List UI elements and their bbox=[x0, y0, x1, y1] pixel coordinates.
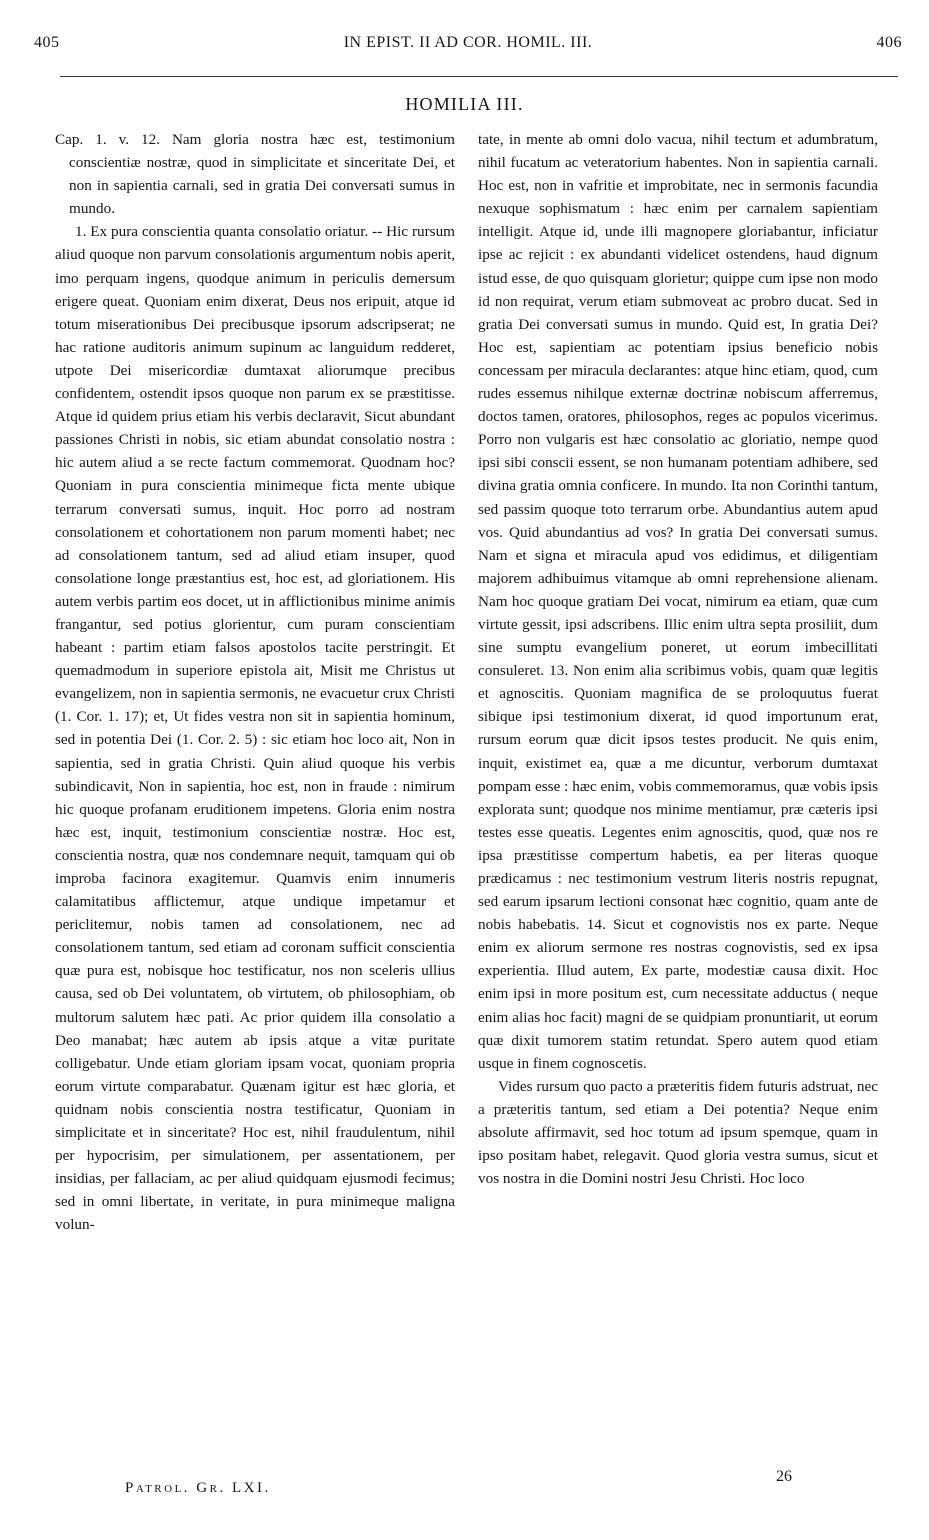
commentary-paragraph: 1. Ex pura conscientia quanta consolatio oriatur. -- Hic rursum aliud quoque non parvum consolationis argumentum nobis aperit, imo perquam ingens, quodque animum in periculis demersum erigere queat. Quoniam enim dixerat, Deus nos eripuit, atque id totum miserationibus Dei precibusque ipsorum adscripserat; ne hac ratione auditoris animum supinum ac languidum redderet, utpote Dei misericordiæ dumtaxat aliorumque precibus confidentem, ostendit ipsos quoque non parum ex se præstitisse. Atque id quidem prius etiam his verbis declaravit, Sicut abundant passiones Christi in nobis, sic etiam abundat consolatio nostra : hic autem aliud a se recte factum commemorat. Quodnam hoc? Quoniam in pura conscientia minimeque ficta mente ubique terrarum conversati sumus, inquit. Hoc porro ad nostram consolationem et cohortationem non parum momenti habet; nec ad consolationem tantum, sed ad aliud etiam insuper, quod consolatione longe præstantius est, hoc est, ad gloriationem. His autem verbis partim eos docet, ut in afflictionibus minime animis frangantur, sed potius glorientur, cum puram conscientiam habeant : partim etiam falsos apostolos tacite perstringit. Et quemadmodum in superiore epistola ait, Misit me Christus ut evangelizem, non in sapientia sermonis, ne evacuetur crux Christi (1. Cor. 1. 17); et, Ut fides vestra non sit in sapientia hominum, sed in potentia Dei (1. Cor. 2. 5) : sic etiam hoc loco ait, Non in sapientia, sed in gratia Christi. Quin aliud quoque his verbis subindicavit, Non in sapientia, hoc est, non in fraude : nimirum hic quoque profanam eruditionem impetens. Gloria enim nostra hæc est, inquit, testimonium conscientiæ nostræ. Hoc est, conscientia nostra, quæ nos condemnare nequit, tamquam qui ob improba facinora exagitemur. Quamvis enim innumeris calamitatibus afflictemur, atque undique impetamur et periclitemur, nobis tamen ad consolationem, nec ad consolationem tantum, sed etiam ad coronam sufficit conscientia quæ pura est, nobisque hoc testificatur, nos non sceleris ullius causa, sed ob Dei voluntatem, ob virtutem, ob philosophiam, ob multorum salutem hæc pati. Ac prior quidem illa consolatio a Deo manabat; hæc autem ab ipsis atque a vitæ puritate colligebatur. Unde etiam gloriam ipsam vocat, quoniam propria eorum virtute comparabatur. Quænam igitur est hæc gloria, et quidnam nobis conscientia nostra testificatur, Quoniam in simplicitate et in sinceritate? Hoc est, nihil fraudulentum, nihil per hypocrisim, per simulationem, per assentationem, per insidias, per fallaciam, ac per aliud quidquam ejusmodi fecimus; sed in omni libertate, in veritate, in pura minimeque maligna volun- bbox=[55, 223, 455, 1234]
running-title: IN EPIST. II AD COR. HOMIL. III. bbox=[343, 34, 593, 51]
commentary-paragraph: Vides rursum quo pacto a præteritis fidem futuris adstruat, nec a præteritis tantum, sed etiam a Dei potentia? Neque enim absolute affirmavit, sed hoc totum ad ipsum spemque, quam in ipso positam habet, relegavit. Quod gloria vestra sumus, sicut et vos nostra in die Domini nostri Jesu Christi. Hoc loco bbox=[478, 1077, 878, 1188]
header-rule bbox=[60, 76, 898, 77]
commentary-paragraph: tate, in mente ab omni dolo vacua, nihil tectum et adumbratum, nihil fucatum ac veteratorium habentes. Non in sapientia carnali. Hoc est, non in vafritie et improbitate, nec in sermonis facundia nexuque sophismatum : hæc enim per carnalem sapientiam intelligit. Atque id, unde illi magnopere gloriabantur, inficiatur ipse ac rejicit : ex abundanti videlicet ostendens, haud dignum istud esse, de quo quisquam glorietur; quippe cum ipse non modo id non requirat, verum etiam submoveat ac probro ducat. Sed in gratia Dei conversati sumus in mundo. Quid est, In gratia Dei? Hoc est, sapientiam ac potentiam ipsius beneficio nobis concessam per miracula declarantes: atque hinc etiam, quod, cum rudes essemus nihilque externæ doctrinæ nobiscum afferremus, doctos tamen, oratores, philosophos, reges ac populos vicerimus. Porro non vulgaris est hæc consolatio ac gloriatio, nempe quod ipsi sibi conscii essent, se non humanam potentiam adhibere, sed divina gratia omnia conficere. In mundo. Ita non Corinthi tantum, sed passim quoque toto terrarum orbe. Abundantius autem apud vos. Quid abundantius ad vos? In gratia Dei conversati sumus. Nam et signa et miracula apud vos edidimus, et diligentiam majorem adhibuimus vitamque ab omni reprehensione alienam. Nam hoc quoque gratiam Dei vocat, nimirum ea etiam, quæ cum virtute gessit, ipsi adscribens. Illic enim ultra septa prosiliit, dum sine sumptu evangelium poneret, ut eorum imbecillitati consuleret. 13. Non enim alia scribimus vobis, quam quæ legitis et agnoscitis. Quoniam magnifica de se proloquutus fuerat sibique ipsi testimonium dixerat, id quod importunum erat, rursum eorum quæ dicit ipsos testes producit. Ne quis enim, inquit, existimet ea, quæ a me dicuntur, verborum dumtaxat pompam esse : hæc enim, vobis commemoramus, quæ vobis ipsis explorata sunt; quodque nos minime mentiamur, præ cæteris ipsi testes esse queatis. Legentes enim agnoscitis, quod, quæ nos re ipsa præstitisse compertum habetis, ea per literas quoque prædicamus : nec testimonium vestrum literis nostris repugnat, sed earum ipsarum lectioni consonat hæc cognitio, quam ante de nobis habebatis. 14. Sicut et cognovistis nos ex parte. Neque enim ex aliorum sermone res nostras cognovistis, sed ex ipsa experientia. Illud autem, Ex parte, modestiæ causa dixit. Hoc enim ipsi in more positum est, cum necessitate adductus ( neque enim alias hoc facit) magni de se quidpiam pronuntiarit, ut eorum quæ dixit tumorem statim retundat. Spero autem quod etiam usque in finem cognoscetis. bbox=[478, 131, 878, 1072]
page-number-right: 406 bbox=[876, 34, 902, 51]
signature-mark: Patrol. Gr. LXI. bbox=[125, 1480, 271, 1496]
right-column bbox=[478, 128, 878, 1190]
scripture-lemma: Cap. 1. v. 12. Nam gloria nostra hæc est, testimonium conscientiæ nostræ, quod in simplicitate et sinceritate Dei, et non in sapientia carnali, sed in gratia Dei conversati sumus in mundo. bbox=[55, 131, 455, 218]
page-number-left: 405 bbox=[34, 34, 60, 51]
homily-title: HOMILIA III. bbox=[405, 94, 524, 114]
sheet-number: 26 bbox=[776, 1468, 792, 1485]
running-header bbox=[34, 34, 902, 58]
left-column bbox=[55, 128, 455, 1237]
